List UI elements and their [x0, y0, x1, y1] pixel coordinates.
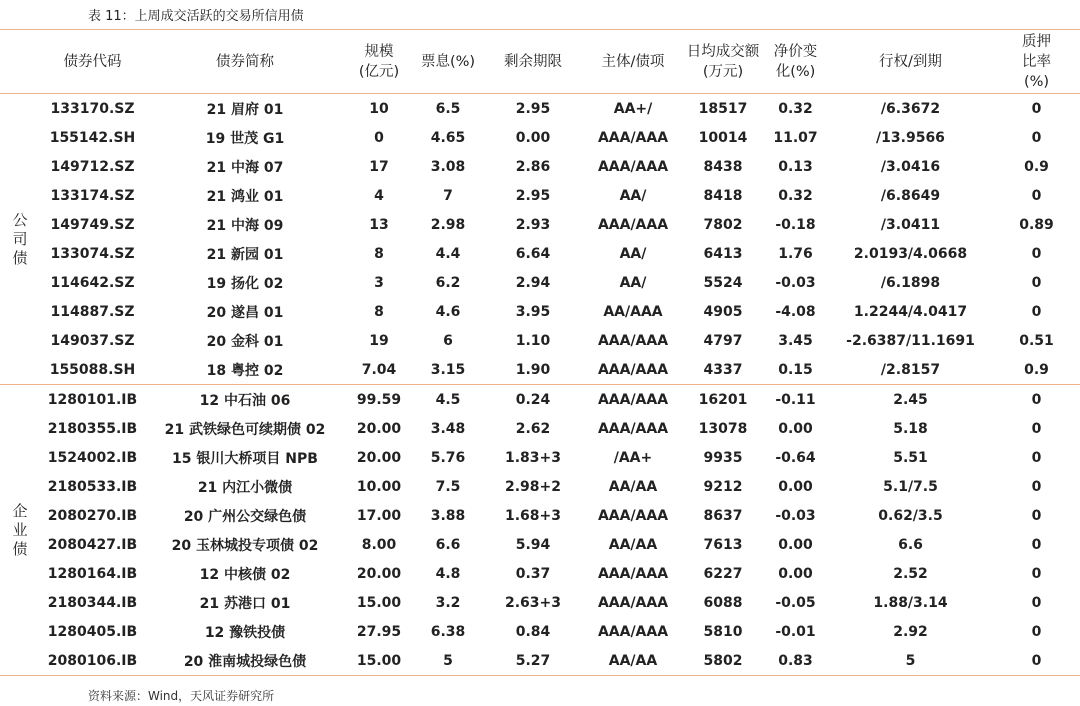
table-cell: 2180344.IB	[47, 594, 138, 611]
table-cell: 1280405.IB	[47, 623, 138, 640]
table-cell: 0.9	[1024, 158, 1049, 175]
table-cell: 15 银川大桥项目 NPB	[172, 450, 318, 467]
table-cell: 4	[374, 187, 384, 204]
table-cell: /6.8649	[880, 187, 941, 204]
table-cell: 133174.SZ	[50, 187, 135, 204]
table-cell: AA/AA	[608, 478, 658, 495]
header-cell	[40, 31, 145, 94]
table-cell: 8418	[703, 187, 743, 204]
table-cell: 16201	[698, 391, 748, 408]
source-note: 资料来源：Wind，天风证券研究所	[88, 689, 275, 703]
table-cell: 3.95	[515, 303, 551, 320]
table-cell: 5.94	[515, 536, 551, 553]
table-cell: 0.89	[1019, 216, 1054, 233]
table-cell: 2.52	[893, 565, 928, 582]
table-cell: 10014	[698, 129, 748, 146]
table-cell: AAA/AAA	[597, 565, 669, 582]
header-cell	[345, 31, 413, 94]
table-row	[0, 94, 1080, 124]
table-cell: 9935	[703, 449, 743, 466]
table-cell: 5	[413, 646, 483, 676]
header-text: 日均成交额	[686, 44, 760, 60]
table-cell: 20 金科 01	[206, 333, 284, 350]
table-cell: 155088.SH	[40, 355, 145, 385]
table-row	[0, 297, 1080, 326]
table-cell: 21 眉府 01	[206, 101, 284, 118]
table-cell: 1.83+3	[504, 449, 561, 466]
table-cell: AAA/AAA	[583, 355, 683, 385]
header-text: (万元)	[702, 64, 744, 80]
table-cell: 4.8	[435, 565, 461, 582]
table-row	[0, 472, 1080, 501]
header-cell-category	[0, 31, 40, 94]
table-cell: 20 广州公交绿色债	[183, 508, 307, 525]
table-cell: 6.6	[898, 536, 923, 553]
header-cell	[483, 31, 583, 94]
table-cell: 5.1/7.5	[883, 478, 938, 495]
header-text: 规模	[364, 44, 394, 60]
table-cell: AAA/AAA	[597, 507, 669, 524]
header-text: 债券代码	[63, 54, 122, 70]
table-cell: 5.51	[893, 449, 928, 466]
top-rule	[0, 29, 1080, 30]
category-char: 司	[12, 229, 28, 248]
table-cell: 21 内江小微债	[197, 479, 293, 496]
table-cell: AA/AAA	[603, 303, 663, 320]
table-cell: 0.9	[993, 355, 1080, 385]
table-cell: 5802	[683, 646, 763, 676]
table-cell: AA/	[619, 187, 647, 204]
table-cell: 7802	[703, 216, 743, 233]
table-cell: 114642.SZ	[50, 274, 135, 291]
table-cell: 5810	[703, 623, 743, 640]
table-cell: 2.98+2	[504, 478, 561, 495]
table-cell: 0.84	[515, 623, 551, 640]
table-cell: 0	[1031, 274, 1042, 291]
table-cell: 0	[1031, 303, 1042, 320]
table-cell: 6088	[703, 594, 743, 611]
table-cell: 3.88	[430, 507, 466, 524]
header-cell	[763, 31, 828, 94]
table-cell: 6.5	[435, 100, 461, 117]
table-cell: 2180533.IB	[47, 478, 138, 495]
table-cell: 18 粤控 02	[145, 355, 345, 385]
table-cell: 0.00	[778, 565, 813, 582]
table-cell: /3.0416	[880, 158, 941, 175]
table-cell: 155142.SH	[49, 129, 136, 146]
table-cell: 2.94	[515, 274, 551, 291]
table-cell: 0	[374, 129, 384, 146]
table-cell: 5.27	[483, 646, 583, 676]
table-cell: -0.05	[775, 594, 816, 611]
table-cell: 6.2	[435, 274, 461, 291]
table-cell: 7.5	[435, 478, 461, 495]
table-cell: 1.90	[483, 355, 583, 385]
header-text: 债券简称	[216, 54, 274, 70]
table-cell: 10	[369, 100, 389, 117]
table-cell: 8	[374, 303, 384, 320]
table-cell: -0.18	[775, 216, 816, 233]
table-row	[0, 385, 1080, 415]
table-cell: 19	[369, 332, 389, 349]
table-cell: 17.00	[356, 507, 402, 524]
table-cell: 114887.SZ	[50, 303, 135, 320]
header-text: (亿元)	[358, 64, 400, 80]
table-cell: AAA/AAA	[597, 129, 669, 146]
header-cell	[583, 31, 683, 94]
table-cell: /6.3672	[880, 100, 941, 117]
table-cell: 149749.SZ	[50, 216, 135, 233]
table-cell: -2.6387/11.1691	[846, 332, 975, 349]
table-cell: 0	[1031, 623, 1042, 640]
header-cell	[413, 31, 483, 94]
table-cell: 2.0193/4.0668	[853, 245, 968, 262]
table-cell: 0.24	[515, 391, 551, 408]
table-cell: 13	[369, 216, 389, 233]
table-cell: AAA/AAA	[597, 623, 669, 640]
table-cell: 0	[1031, 391, 1042, 408]
table-cell: AA/	[619, 245, 647, 262]
table-cell: 2.63+3	[504, 594, 561, 611]
header-text: 行权/到期	[879, 54, 942, 70]
table-cell: 0	[1031, 594, 1042, 611]
table-cell: 6	[443, 332, 453, 349]
category-char: 债	[12, 248, 28, 267]
table-cell: 2.45	[893, 391, 928, 408]
table-cell: 149037.SZ	[50, 332, 135, 349]
bond-table	[0, 31, 1080, 676]
table-cell: -0.03	[775, 274, 816, 291]
table-cell: 0.32	[778, 187, 813, 204]
table-cell: 3.15	[413, 355, 483, 385]
table-cell: 21 苏港口 01	[199, 595, 291, 612]
table-row	[0, 443, 1080, 472]
header-row	[0, 31, 1080, 94]
table-cell: 2.86	[515, 158, 551, 175]
table-cell: 13078	[698, 420, 748, 437]
table-cell: 2.93	[515, 216, 551, 233]
table-cell: 3.08	[430, 158, 466, 175]
table-cell: 8	[374, 245, 384, 262]
table-cell: /6.1898	[880, 274, 941, 291]
table-cell: AAA/AAA	[597, 158, 669, 175]
table-cell: 0.00	[778, 536, 813, 553]
table-cell: 20.00	[356, 449, 402, 466]
table-cell: 1280164.IB	[47, 565, 138, 582]
table-cell: 0	[1031, 245, 1042, 262]
table-cell: 12 中核债 02	[199, 566, 291, 583]
table-cell: 0	[993, 646, 1080, 676]
table-cell: 12 豫铁投债	[204, 624, 286, 641]
table-cell: 149712.SZ	[50, 158, 135, 175]
category-char: 企	[12, 501, 28, 520]
table-row	[0, 501, 1080, 530]
table-cell: -4.08	[775, 303, 816, 320]
table-cell: 20 玉林城投专项债 02	[171, 537, 319, 554]
table-row	[0, 646, 1080, 676]
table-cell: 15.00	[356, 594, 402, 611]
table-row	[0, 268, 1080, 297]
table-cell: 5	[828, 646, 993, 676]
category-cell	[0, 385, 40, 676]
table-cell: AAA/AAA	[597, 332, 669, 349]
table-cell: AA+/	[613, 100, 653, 117]
header-text: 票息(%)	[420, 54, 476, 70]
table-cell: 4337	[683, 355, 763, 385]
table-cell: 2.92	[893, 623, 928, 640]
header-text: 剩余期限	[504, 54, 562, 70]
table-cell: AAA/AAA	[597, 594, 669, 611]
table-cell: 1280101.IB	[47, 391, 138, 408]
table-cell: 0	[1031, 478, 1042, 495]
table-cell: 0	[1031, 100, 1042, 117]
table-cell: -0.03	[775, 507, 816, 524]
table-cell: 19 世茂 G1	[205, 130, 285, 147]
table-row	[0, 355, 1080, 385]
table-row	[0, 414, 1080, 443]
table-cell: 2080106.IB	[40, 646, 145, 676]
header-text: 比率	[1022, 54, 1051, 70]
table-cell: 21 鸿业 01	[206, 188, 284, 205]
table-cell: 5.18	[893, 420, 928, 437]
category-char: 业	[12, 520, 28, 539]
table-cell: 2080427.IB	[47, 536, 138, 553]
table-cell: AA/	[619, 274, 647, 291]
table-cell: AA/AA	[608, 536, 658, 553]
table-body	[0, 94, 1080, 676]
table-cell: 0	[1031, 420, 1042, 437]
table-cell: 4.4	[435, 245, 461, 262]
table-row	[0, 559, 1080, 588]
table-row	[0, 617, 1080, 646]
table-cell: 4797	[703, 332, 743, 349]
table-cell: 4.65	[430, 129, 466, 146]
table-cell: 2080270.IB	[47, 507, 138, 524]
table-cell: 21 中海 09	[206, 217, 284, 234]
table-cell: 0.37	[515, 565, 551, 582]
table-cell: 1.68+3	[504, 507, 561, 524]
table-cell: AAA/AAA	[597, 216, 669, 233]
table-cell: 17	[369, 158, 389, 175]
table-cell: 3	[374, 274, 384, 291]
table-cell: 0.15	[763, 355, 828, 385]
table-cell: 4.5	[435, 391, 461, 408]
table-cell: 0	[1031, 187, 1042, 204]
table-cell: /2.8157	[828, 355, 993, 385]
table-cell: -0.11	[775, 391, 816, 408]
table-cell: 6.38	[430, 623, 466, 640]
header-cell	[828, 31, 993, 94]
table-cell: 8637	[703, 507, 743, 524]
table-cell: 12 中石油 06	[199, 392, 291, 409]
table-cell: 8.00	[361, 536, 397, 553]
table-cell: 0	[1031, 565, 1042, 582]
table-cell: 2.95	[515, 100, 551, 117]
header-text: (%)	[1023, 74, 1050, 90]
table-cell: AAA/AAA	[597, 420, 669, 437]
table-row	[0, 326, 1080, 355]
table-cell: 6227	[703, 565, 743, 582]
header-text: 主体/债项	[601, 54, 665, 70]
table-title: 表 11：上周成交活跃的交易所信用债	[88, 9, 304, 24]
table-cell: 0	[1031, 536, 1042, 553]
table-cell: 4905	[703, 303, 743, 320]
table-cell: 11.07	[773, 129, 818, 146]
table-cell: 2180355.IB	[47, 420, 138, 437]
table-cell: 10.00	[356, 478, 402, 495]
table-cell: /3.0411	[880, 216, 941, 233]
table-cell: 0.62/3.5	[878, 507, 943, 524]
table-cell: 20.00	[356, 565, 402, 582]
table-cell: 21 新园 01	[206, 246, 284, 263]
table-cell: 133170.SZ	[50, 100, 135, 117]
header-cell	[683, 31, 763, 94]
table-row	[0, 123, 1080, 152]
table-cell: 1.88/3.14	[873, 594, 948, 611]
table-cell: 5524	[703, 274, 743, 291]
header-text: 质押	[1022, 34, 1051, 50]
table-cell: 6.6	[435, 536, 461, 553]
table-cell: /13.9566	[876, 129, 945, 146]
table-cell: AAA/AAA	[597, 391, 669, 408]
table-cell: 8438	[703, 158, 743, 175]
table-cell: 99.59	[356, 391, 402, 408]
table-cell: 0.00	[515, 129, 551, 146]
table-cell: 20.00	[356, 420, 402, 437]
header-cell	[993, 31, 1080, 94]
table-cell: 6.64	[515, 245, 551, 262]
table-cell: 1.2244/4.0417	[853, 303, 968, 320]
table-cell: 4.6	[435, 303, 461, 320]
category-char: 公	[12, 210, 28, 229]
table-cell: 3.48	[430, 420, 466, 437]
table-cell: 0	[1031, 507, 1042, 524]
table-cell: 0.83	[763, 646, 828, 676]
table-cell: 21 中海 07	[206, 159, 284, 176]
table-cell: 18517	[698, 100, 748, 117]
table-row	[0, 588, 1080, 617]
table-cell: 1.10	[515, 332, 551, 349]
table-cell: 20 遂昌 01	[206, 304, 284, 321]
table-cell: -0.01	[775, 623, 816, 640]
table-row	[0, 239, 1080, 268]
table-cell: 19 扬化 02	[206, 275, 284, 292]
table-cell: 0.00	[778, 478, 813, 495]
table-cell: 0.00	[778, 420, 813, 437]
table-cell: 0	[1031, 449, 1042, 466]
table-cell: -0.64	[775, 449, 816, 466]
table-cell: 21 武铁绿色可续期债 02	[164, 421, 326, 438]
table-cell: 0	[1031, 129, 1042, 146]
table-cell: 0.51	[1019, 332, 1054, 349]
table-cell: AA/AA	[583, 646, 683, 676]
table-cell: 9212	[703, 478, 743, 495]
category-char: 债	[12, 539, 28, 558]
table-row	[0, 210, 1080, 239]
table-cell: 1524002.IB	[47, 449, 138, 466]
table-cell: 3.45	[778, 332, 813, 349]
table-cell: 2.98	[430, 216, 466, 233]
table-cell: 0.13	[778, 158, 813, 175]
table-cell: 27.95	[356, 623, 402, 640]
table-cell: /AA+	[613, 449, 653, 466]
table-cell: 2.95	[515, 187, 551, 204]
table-cell: 3.2	[435, 594, 461, 611]
table-cell: 0.32	[778, 100, 813, 117]
table-cell: 15.00	[345, 646, 413, 676]
table-cell: 20 淮南城投绿色债	[145, 646, 345, 676]
header-cell	[145, 31, 345, 94]
table-cell: 1.76	[778, 245, 813, 262]
header-text: 净价变	[773, 44, 818, 60]
table-cell: 2.62	[515, 420, 551, 437]
table-cell: 7.04	[345, 355, 413, 385]
table-cell: 7613	[703, 536, 743, 553]
table-row	[0, 530, 1080, 559]
table-row	[0, 181, 1080, 210]
table-row	[0, 152, 1080, 181]
table-cell: 133074.SZ	[50, 245, 135, 262]
table-cell: 6413	[703, 245, 743, 262]
table-cell: 5.76	[430, 449, 466, 466]
table-cell: 7	[443, 187, 453, 204]
category-cell	[0, 94, 40, 385]
header-text: 化(%)	[775, 64, 816, 80]
